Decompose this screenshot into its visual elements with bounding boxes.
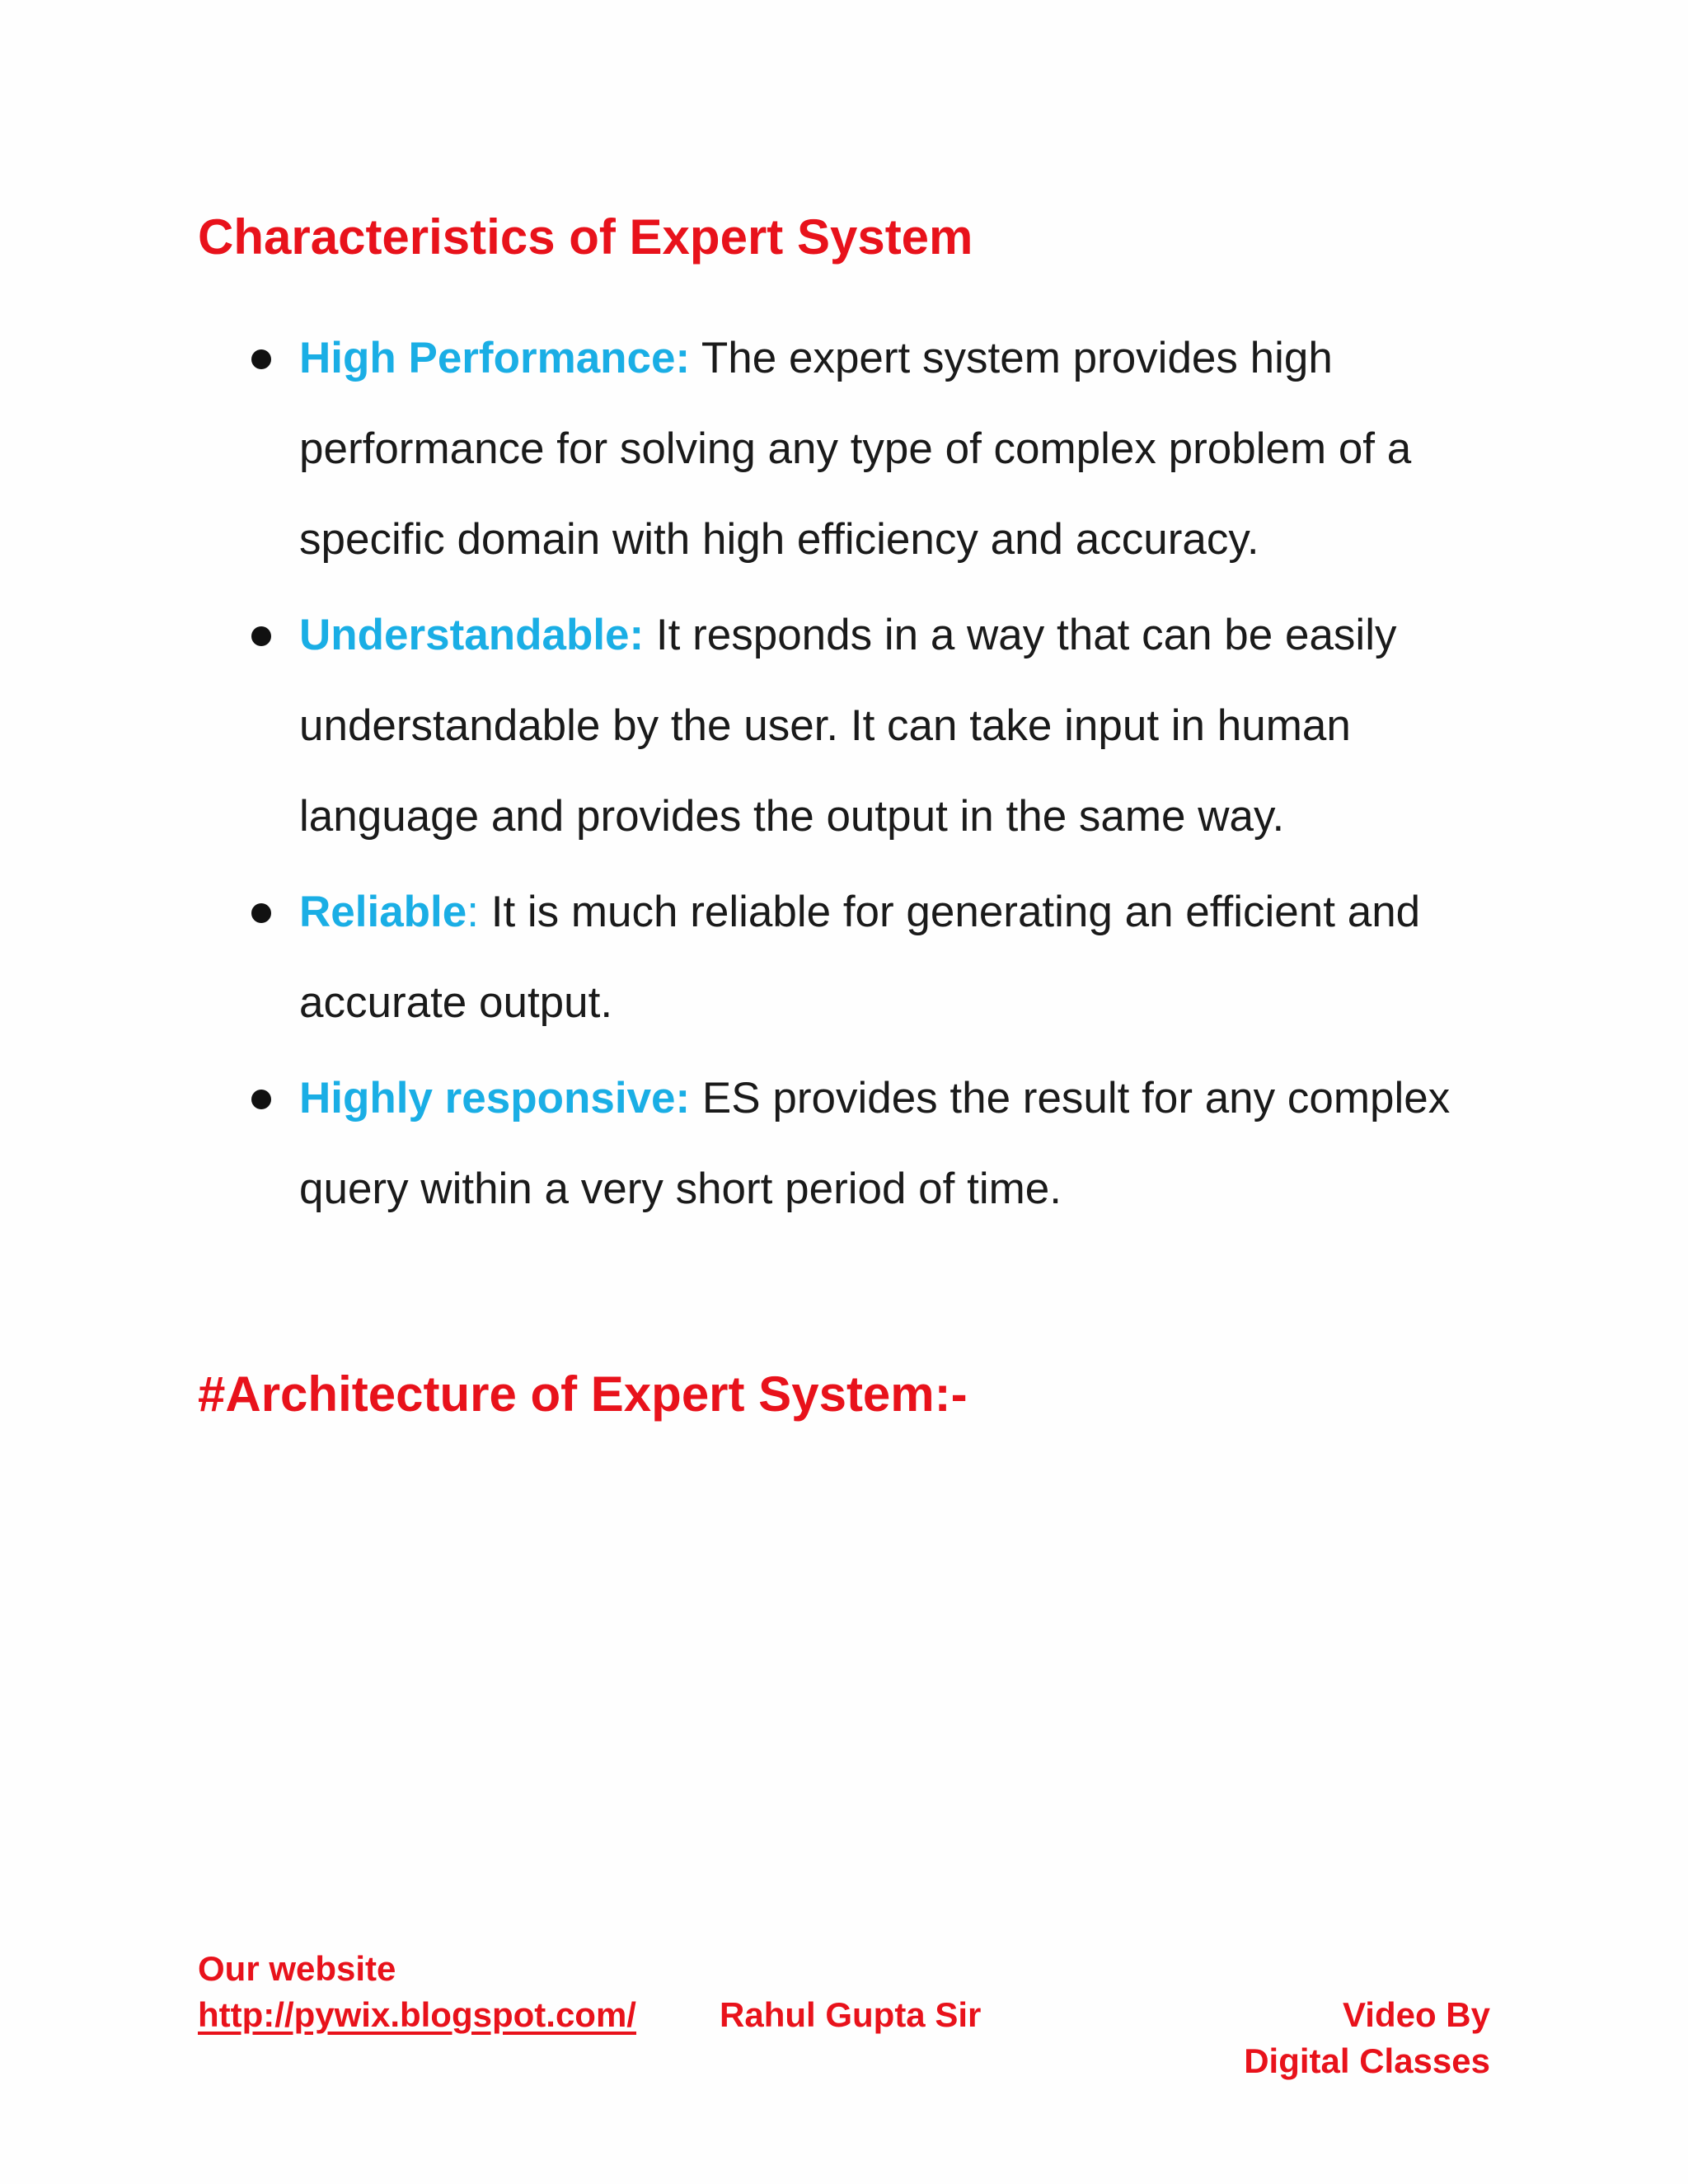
- item-text: ES provides the result for any complex query within a very short period of time.: [299, 1074, 1451, 1213]
- bullet-icon: [251, 349, 271, 369]
- list-item: [247, 590, 1500, 862]
- item-term: Reliable: [299, 888, 467, 936]
- list-item: [247, 867, 1500, 1048]
- section-title-architecture: #Architecture of Expert System:-: [198, 1366, 968, 1422]
- footer-author: Rahul Gupta Sir: [720, 1995, 982, 2034]
- footer-video-credit: [1244, 1992, 1490, 2084]
- bullet-icon: [251, 1090, 271, 1109]
- characteristics-list: [247, 313, 1500, 1240]
- item-text: It is much reliable for generating an efficient and accurate output.: [299, 888, 1421, 1027]
- footer-video-line2: Digital Classes: [1244, 2041, 1490, 2080]
- list-item: [247, 313, 1500, 585]
- footer-video-line1: Video By: [1343, 1995, 1490, 2034]
- footer-website-label: Our website: [198, 1949, 396, 1988]
- item-term: High Performance:: [299, 334, 691, 382]
- bullet-icon: [251, 626, 271, 646]
- item-text: It responds in a way that can be easily understandable by the user. It can take input in human language and provides the output in the same way.: [299, 611, 1397, 841]
- item-term-colon: :: [467, 888, 479, 936]
- footer-website-link[interactable]: http://pywix.blogspot.com/: [198, 1995, 636, 2034]
- bullet-icon: [251, 903, 271, 923]
- item-text: The expert system provides high performance for solving any type of complex problem of a specific domain with high efficiency and accuracy.: [299, 334, 1412, 564]
- section-title-characteristics: Characteristics of Expert System: [198, 209, 973, 265]
- list-item: [247, 1053, 1500, 1235]
- item-term: Understandable:: [299, 611, 645, 659]
- item-term: Highly responsive:: [299, 1074, 691, 1122]
